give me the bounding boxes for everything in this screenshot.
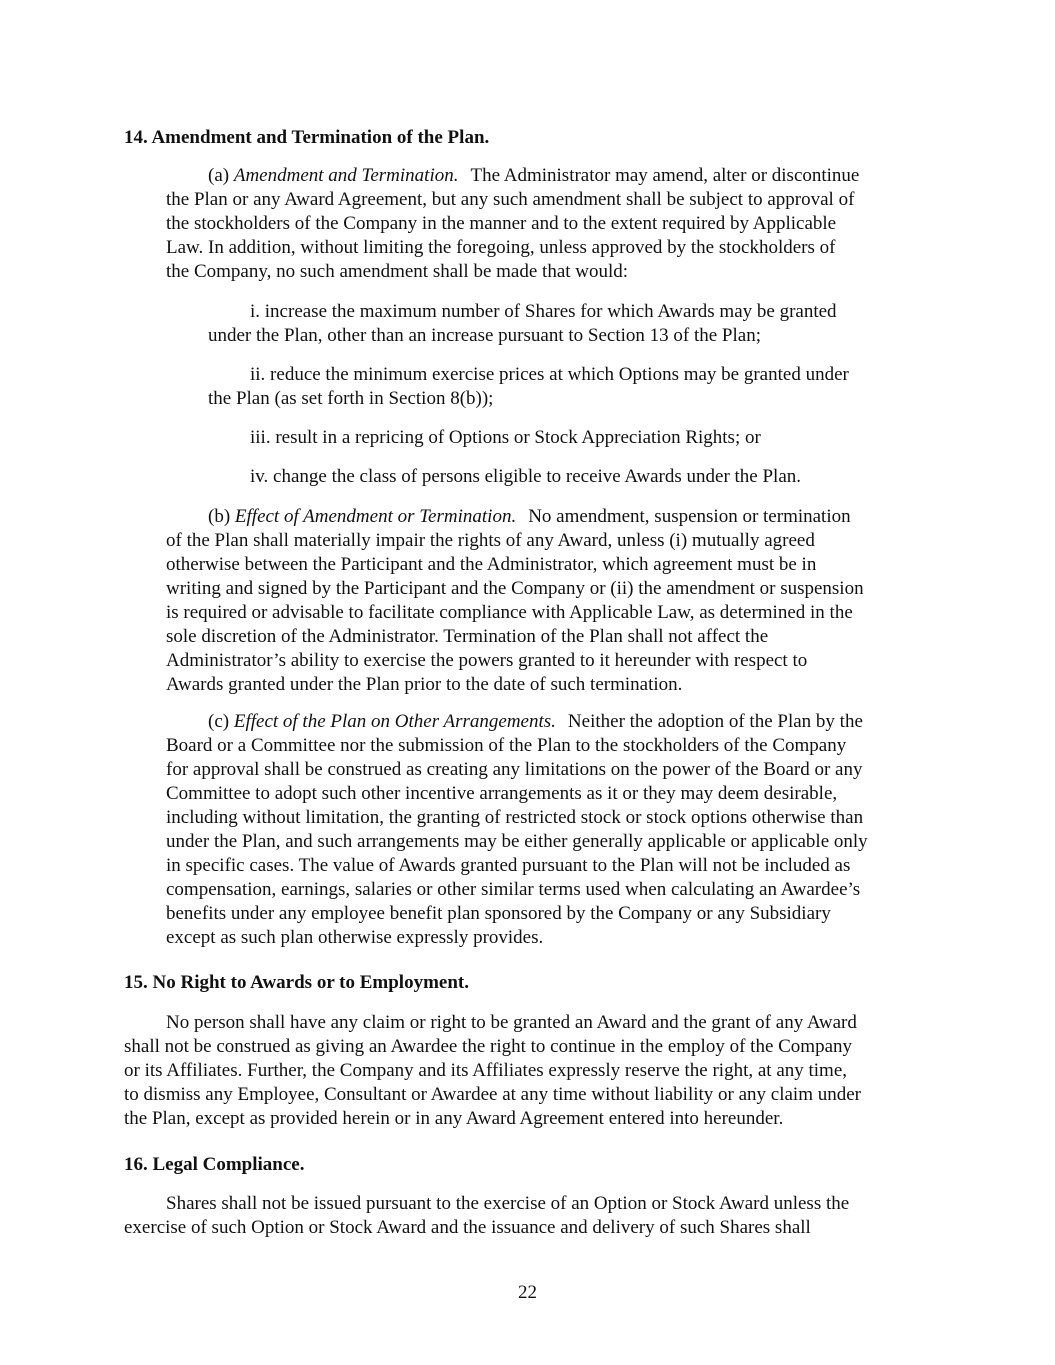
item-iii-text: iii. result in a repricing of Options or Stock Appreciation Rights; or — [250, 427, 761, 448]
item-iv-text: iv. change the class of persons eligible to receive Awards under the Plan. — [250, 466, 802, 487]
para-14b-line-7: Administrator’s ability to exercise the powers granted to it hereunder with respect to — [166, 650, 808, 671]
para-14c-line-2: Board or a Committee nor the submission of the Plan to the stockholders of the Company — [166, 735, 847, 756]
para-14b-label: (b) — [208, 506, 231, 527]
item-ii-text-1: ii. reduce the minimum exercise prices at which Options may be granted under — [250, 364, 849, 385]
para-14b-line-3: otherwise between the Participant and the Administrator, which agreement must be in — [166, 554, 817, 575]
paragraph-14b — [166, 505, 864, 697]
para-15-text-1: No person shall have any claim or right to be granted an Award and the grant of any Award — [166, 1012, 857, 1033]
para-16-text-1: Shares shall not be issued pursuant to the exercise of an Option or Stock Award unless the — [166, 1193, 850, 1214]
section-15-heading — [124, 971, 469, 995]
paragraph-14c — [166, 710, 868, 950]
para-16-line-1 — [124, 1192, 849, 1216]
para-14b-line-8: Awards granted under the Plan prior to the date of such termination. — [166, 674, 683, 695]
item-i-text-1: i. increase the maximum number of Shares for which Awards may be granted — [250, 301, 837, 322]
paragraph-15 — [124, 1011, 861, 1131]
item-i — [208, 300, 837, 348]
para-14c-line-8: compensation, earnings, salaries or other similar terms used when calculating an Awardee’s — [166, 879, 861, 900]
para-14c-line-10: except as such plan otherwise expressly provides. — [166, 927, 544, 948]
para-14c-label: (c) — [208, 711, 230, 732]
para-14a-line-4: Law. In addition, without limiting the foregoing, unless approved by the stockholders of — [166, 237, 836, 258]
para-14b-line-4: writing and signed by the Participant and the Company or (ii) the amendment or suspension — [166, 578, 864, 599]
para-15-line-3: or its Affiliates. Further, the Company and its Affiliates expressly reserve the right, at any time, — [124, 1060, 848, 1081]
para-15-line-4: to dismiss any Employee, Consultant or Awardee at any time without liability or any claim under — [124, 1084, 862, 1105]
para-14a-line-2: the Plan or any Award Agreement, but any such amendment shall be subject to approval of — [166, 189, 855, 210]
para-15-line-2: shall not be construed as giving an Awardee the right to continue in the employ of the Company — [124, 1036, 853, 1057]
para-14c-line-4: Committee to adopt such other incentive arrangements as it or they may deem desirable, — [166, 783, 838, 804]
para-14a-line-5: the Company, no such amendment shall be made that would: — [166, 261, 629, 282]
para-14c-line-6: under the Plan, and such arrangements may be either generally applicable or applicable only — [166, 831, 868, 852]
para-14c-text-1: Neither the adoption of the Plan by the — [567, 711, 863, 732]
para-14b-line-2: of the Plan shall materially impair the rights of any Award, unless (i) mutually agreed — [166, 530, 815, 551]
section-14-heading-text: 14. Amendment and Termination of the Plan. — [124, 127, 490, 148]
item-i-line-1 — [208, 300, 837, 324]
section-15-heading-text: 15. No Right to Awards or to Employment. — [124, 972, 469, 993]
item-iii — [250, 426, 761, 450]
para-16-line-2: exercise of such Option or Stock Award and the issuance and delivery of such Shares shall — [124, 1217, 811, 1238]
para-14a-label: (a) — [208, 165, 230, 186]
para-15-line-5: the Plan, except as provided herein or in any Award Agreement entered into hereunder. — [124, 1108, 784, 1129]
para-14b-text-1: No amendment, suspension or termination — [528, 506, 851, 527]
para-14c-line-7: in specific cases. The value of Awards granted pursuant to the Plan will not be included as — [166, 855, 851, 876]
para-14b-line-6: sole discretion of the Administrator. Termination of the Plan shall not affect the — [166, 626, 769, 647]
section-14-heading — [124, 126, 489, 150]
paragraph-16 — [124, 1192, 849, 1240]
page-number: 22 — [518, 1282, 537, 1303]
para-14b-line-1 — [166, 505, 864, 529]
para-14c-title: Effect of the Plan on Other Arrangements. — [233, 711, 556, 732]
para-14c-line-5: including without limitation, the granting of restricted stock or stock options otherwise than — [166, 807, 864, 828]
para-14a-title: Amendment and Termination. — [233, 165, 459, 186]
item-i-line-2: under the Plan, other than an increase pursuant to Section 13 of the Plan; — [208, 325, 761, 346]
item-ii — [208, 363, 849, 411]
para-14b-title: Effect of Amendment or Termination. — [234, 506, 517, 527]
item-ii-line-2: the Plan (as set forth in Section 8(b)); — [208, 388, 494, 409]
para-14a-text-1: The Administrator may amend, alter or discontinue — [470, 165, 860, 186]
paragraph-14a — [166, 164, 859, 284]
para-14a-line-3: the stockholders of the Company in the manner and to the extent required by Applicable — [166, 213, 837, 234]
para-14c-line-3: for approval shall be construed as creating any limitations on the power of the Board or any — [166, 759, 863, 780]
para-14a-line-1 — [166, 164, 859, 188]
para-14c-line-1 — [166, 710, 868, 734]
para-14c-line-9: benefits under any employee benefit plan sponsored by the Company or any Subsidiary — [166, 903, 831, 924]
item-ii-line-1 — [208, 363, 849, 387]
para-15-line-1 — [124, 1011, 861, 1035]
section-16-heading — [124, 1153, 305, 1177]
item-iv — [250, 465, 801, 489]
section-16-heading-text: 16. Legal Compliance. — [124, 1154, 305, 1175]
para-14b-line-5: is required or advisable to facilitate compliance with Applicable Law, as determined in the — [166, 602, 853, 623]
